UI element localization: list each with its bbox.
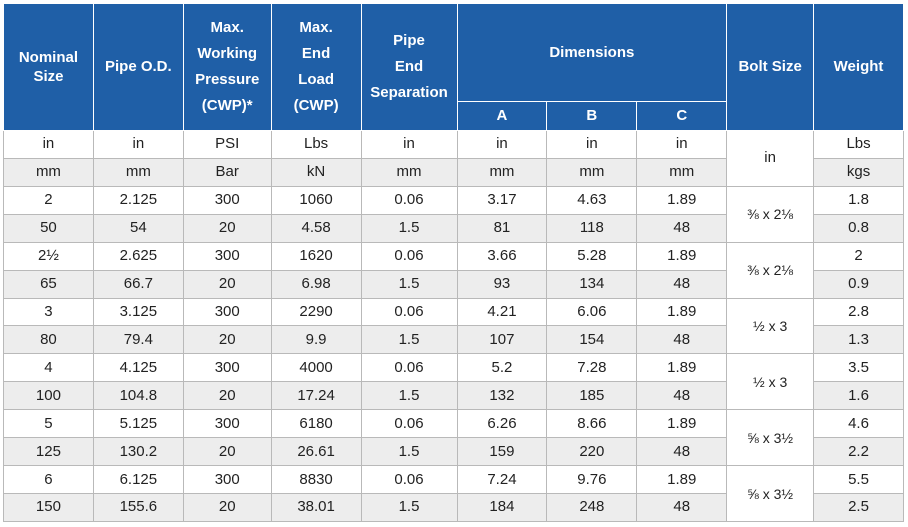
unit-cell: PSI [183, 131, 271, 159]
table-cell: 2½ [4, 242, 94, 270]
table-row-imperial [4, 466, 904, 494]
table-cell: 1.89 [637, 242, 727, 270]
table-cell: 4 [4, 354, 94, 382]
unit-cell: mm [637, 158, 727, 186]
table-cell: 5.2 [457, 354, 547, 382]
table-cell: 66.7 [93, 270, 183, 298]
unit-cell: in [93, 131, 183, 159]
table-body [4, 131, 904, 187]
table-cell: 81 [457, 214, 547, 242]
table-cell: 184 [457, 493, 547, 521]
header-weight: Weight [814, 4, 904, 131]
unit-cell: Lbs [271, 131, 361, 159]
table-cell: 79.4 [93, 326, 183, 354]
table-cell: 220 [547, 438, 637, 466]
table-cell: 132 [457, 382, 547, 410]
table-cell: 5.28 [547, 242, 637, 270]
table-cell: 1060 [271, 186, 361, 214]
table-cell: 300 [183, 410, 271, 438]
weight-lbs-cell: 2.8 [814, 298, 904, 326]
table-cell: 0.06 [361, 298, 457, 326]
table-cell: 0.06 [361, 466, 457, 494]
table-cell: 20 [183, 438, 271, 466]
table-cell: 300 [183, 354, 271, 382]
table-cell: 107 [457, 326, 547, 354]
unit-cell: in [457, 131, 547, 159]
header-max-working-pressure: Max. Working Pressure (CWP)* [183, 4, 271, 131]
table-cell: 9.9 [271, 326, 361, 354]
table-cell: 20 [183, 214, 271, 242]
table-cell: 134 [547, 270, 637, 298]
unit-cell: in [547, 131, 637, 159]
table-cell: 1.89 [637, 298, 727, 326]
table-cell: 48 [637, 326, 727, 354]
table-cell: 6 [4, 466, 94, 494]
table-cell: 4.21 [457, 298, 547, 326]
unit-cell: kN [271, 158, 361, 186]
table-cell: 20 [183, 382, 271, 410]
table-cell: 1.89 [637, 354, 727, 382]
table-cell: 300 [183, 242, 271, 270]
bolt-size-cell: ½ x 3 [727, 354, 814, 410]
table-row-imperial [4, 410, 904, 438]
table-cell: 48 [637, 382, 727, 410]
table-cell: 3.66 [457, 242, 547, 270]
table-cell: 80 [4, 326, 94, 354]
table-cell: 6.06 [547, 298, 637, 326]
table-cell: 9.76 [547, 466, 637, 494]
table-cell: 300 [183, 466, 271, 494]
table-cell: 3 [4, 298, 94, 326]
table-cell: 4.63 [547, 186, 637, 214]
header-nominal-size: Nominal Size [4, 4, 94, 131]
table-cell: 48 [637, 214, 727, 242]
table-cell: 104.8 [93, 382, 183, 410]
unit-cell: in [361, 131, 457, 159]
bolt-size-cell: ⅜ x 2⅛ [727, 186, 814, 242]
table-cell: 20 [183, 326, 271, 354]
table-cell: 6.26 [457, 410, 547, 438]
table-cell: 20 [183, 270, 271, 298]
table-row-imperial [4, 242, 904, 270]
table-cell: 7.24 [457, 466, 547, 494]
table-header [4, 4, 904, 131]
bolt-size-cell: ⅜ x 2⅛ [727, 242, 814, 298]
weight-kgs-cell: 1.3 [814, 326, 904, 354]
table-cell: 6.125 [93, 466, 183, 494]
unit-cell: mm [547, 158, 637, 186]
table-cell: 4.58 [271, 214, 361, 242]
table-cell: 7.28 [547, 354, 637, 382]
header-dim-a: A [457, 102, 547, 131]
table-cell: 2290 [271, 298, 361, 326]
weight-lbs-cell: 3.5 [814, 354, 904, 382]
table-cell: 6.98 [271, 270, 361, 298]
table-cell: 20 [183, 493, 271, 521]
table-cell: 1.89 [637, 186, 727, 214]
unit-cell: mm [457, 158, 547, 186]
table-cell: 3.125 [93, 298, 183, 326]
unit-cell: in [637, 131, 727, 159]
table-cell: 17.24 [271, 382, 361, 410]
table-cell: 185 [547, 382, 637, 410]
spec-table [3, 3, 904, 522]
table-cell: 38.01 [271, 493, 361, 521]
table-cell: 65 [4, 270, 94, 298]
unit-cell: kgs [814, 158, 904, 186]
table-cell: 1620 [271, 242, 361, 270]
table-cell: 4.125 [93, 354, 183, 382]
unit-cell: mm [361, 158, 457, 186]
table-cell: 0.06 [361, 186, 457, 214]
table-cell: 1.5 [361, 382, 457, 410]
table-cell: 300 [183, 298, 271, 326]
table-cell: 118 [547, 214, 637, 242]
header-max-end-load: Max. End Load (CWP) [271, 4, 361, 131]
table-cell: 6180 [271, 410, 361, 438]
table-cell: 1.5 [361, 438, 457, 466]
table-row-imperial [4, 298, 904, 326]
table-cell: 54 [93, 214, 183, 242]
weight-kgs-cell: 0.8 [814, 214, 904, 242]
table-cell: 154 [547, 326, 637, 354]
table-cell: 1.5 [361, 270, 457, 298]
table-cell: 0.06 [361, 242, 457, 270]
table-cell: 8830 [271, 466, 361, 494]
table-cell: 93 [457, 270, 547, 298]
table-cell: 125 [4, 438, 94, 466]
table-cell: 100 [4, 382, 94, 410]
bolt-unit-cell: in [727, 131, 814, 187]
unit-cell: mm [93, 158, 183, 186]
header-dim-c: C [637, 102, 727, 131]
table-cell: 1.5 [361, 326, 457, 354]
table-cell: 155.6 [93, 493, 183, 521]
weight-kgs-cell: 1.6 [814, 382, 904, 410]
table-cell: 300 [183, 186, 271, 214]
table-cell: 1.89 [637, 410, 727, 438]
weight-lbs-cell: 4.6 [814, 410, 904, 438]
unit-cell: mm [4, 158, 94, 186]
units-row-imperial [4, 131, 904, 159]
weight-lbs-cell: 5.5 [814, 466, 904, 494]
table-cell: 48 [637, 493, 727, 521]
table-cell: 159 [457, 438, 547, 466]
table-cell: 248 [547, 493, 637, 521]
table-cell: 48 [637, 270, 727, 298]
table-cell: 150 [4, 493, 94, 521]
weight-kgs-cell: 2.2 [814, 438, 904, 466]
table-row-imperial [4, 354, 904, 382]
header-dim-b: B [547, 102, 637, 131]
table-cell: 50 [4, 214, 94, 242]
unit-cell: Lbs [814, 131, 904, 159]
table-cell: 48 [637, 438, 727, 466]
table-cell: 1.5 [361, 214, 457, 242]
table-cell: 130.2 [93, 438, 183, 466]
table-cell: 4000 [271, 354, 361, 382]
weight-lbs-cell: 2 [814, 242, 904, 270]
table-cell: 0.06 [361, 410, 457, 438]
table-cell: 3.17 [457, 186, 547, 214]
table-row-imperial [4, 186, 904, 214]
table-cell: 1.5 [361, 493, 457, 521]
header-bolt-size: Bolt Size [727, 4, 814, 131]
table-cell: 0.06 [361, 354, 457, 382]
bolt-size-cell: ½ x 3 [727, 298, 814, 354]
bolt-size-cell: ⅝ x 3½ [727, 410, 814, 466]
header-pipe-end-separation: Pipe End Separation [361, 4, 457, 131]
unit-cell: Bar [183, 158, 271, 186]
table-cell: 5 [4, 410, 94, 438]
header-pipe-od: Pipe O.D. [93, 4, 183, 131]
weight-lbs-cell: 1.8 [814, 186, 904, 214]
header-dimensions: Dimensions [457, 4, 727, 102]
table-cell: 26.61 [271, 438, 361, 466]
unit-cell: in [4, 131, 94, 159]
table-cell: 1.89 [637, 466, 727, 494]
table-cell: 2.625 [93, 242, 183, 270]
weight-kgs-cell: 0.9 [814, 270, 904, 298]
table-cell: 8.66 [547, 410, 637, 438]
bolt-size-cell: ⅝ x 3½ [727, 466, 814, 522]
data-rows [4, 186, 904, 521]
table-cell: 2 [4, 186, 94, 214]
table-cell: 2.125 [93, 186, 183, 214]
weight-kgs-cell: 2.5 [814, 493, 904, 521]
table-cell: 5.125 [93, 410, 183, 438]
